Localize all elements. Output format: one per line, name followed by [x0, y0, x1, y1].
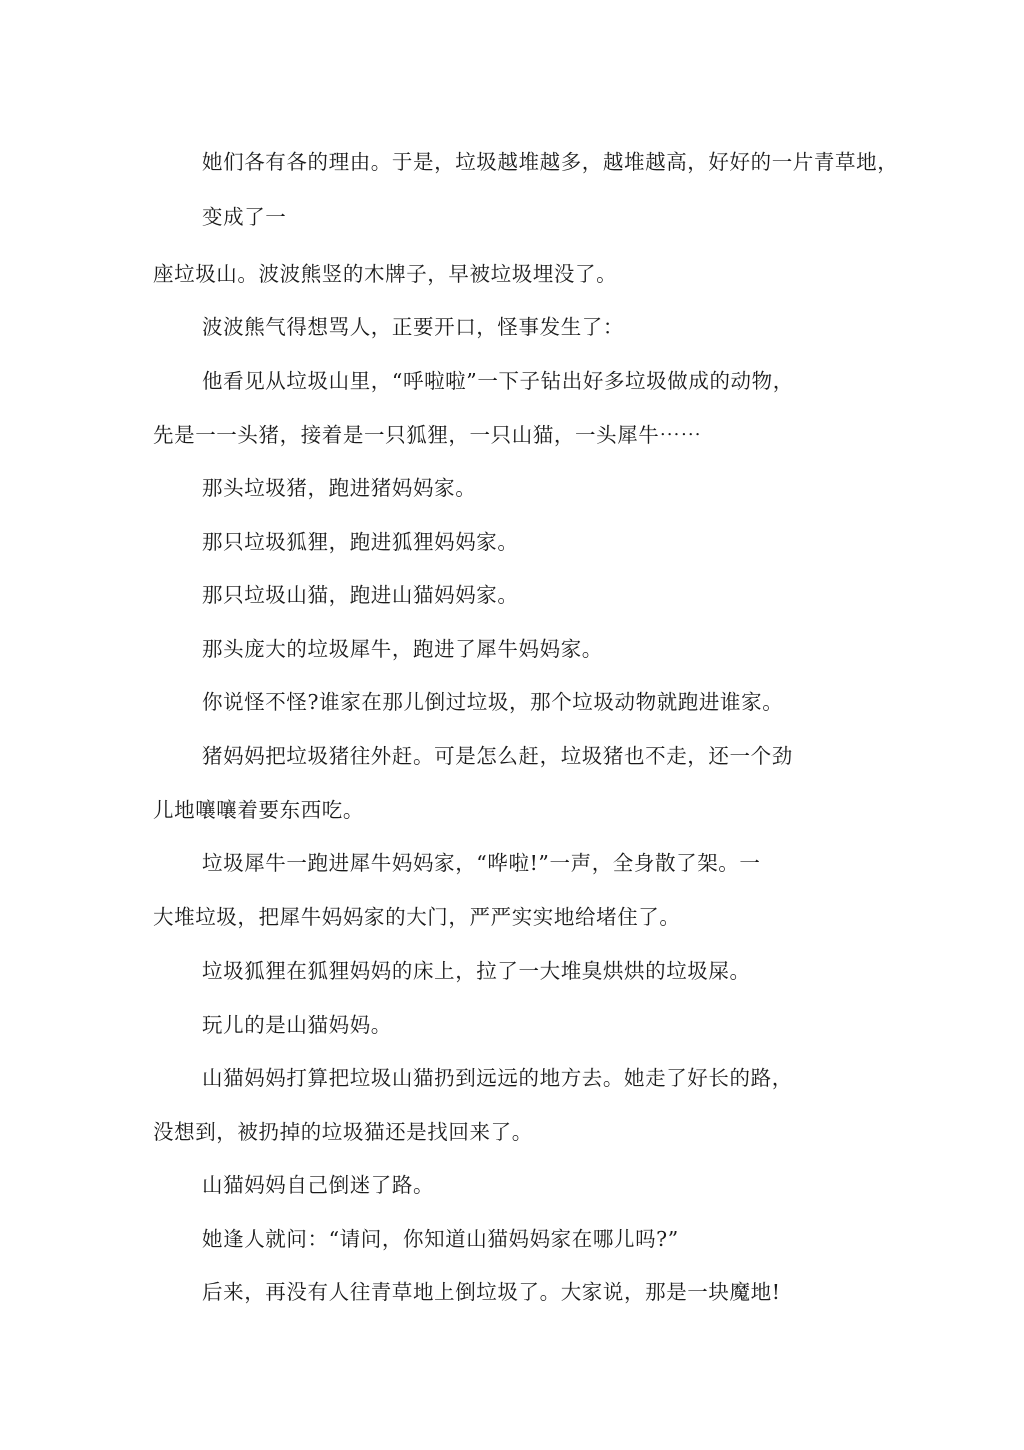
- text-line: 你说怪不怪?谁家在那儿倒过垃圾，那个垃圾动物就跑进谁家。: [202, 690, 784, 714]
- text-line: 猪妈妈把垃圾猪往外赶。可是怎么赶，垃圾猪也不走，还一个劲: [202, 744, 793, 768]
- text-line: 先是一一头猪，接着是一只狐狸，一只山猫，一头犀牛⋯⋯: [153, 423, 702, 447]
- text-line: 山猫妈妈自己倒迷了路。: [202, 1173, 435, 1197]
- text-line: 变成了一: [202, 205, 287, 229]
- text-line: 垃圾狐狸在狐狸妈妈的床上，拉了一大堆臭烘烘的垃圾屎。: [202, 959, 751, 983]
- text-line: 那只垃圾狐狸，跑进狐狸妈妈家。: [202, 530, 519, 554]
- text-line: 她逢人就问：“请问，你知道山猫妈妈家在哪儿吗?”: [202, 1227, 679, 1251]
- text-line: 那只垃圾山猫，跑进山猫妈妈家。: [202, 583, 519, 607]
- text-line: 没想到，被扔掉的垃圾猫还是找回来了。: [153, 1120, 533, 1144]
- text-line: 山猫妈妈打算把垃圾山猫扔到远远的地方去。她走了好长的路，: [202, 1066, 793, 1090]
- text-line: 后来，再没有人往青草地上倒垃圾了。大家说，那是一块魔地!: [202, 1280, 781, 1304]
- text-line: 玩儿的是山猫妈妈。: [202, 1013, 392, 1037]
- text-line: 那头垃圾猪，跑进猪妈妈家。: [202, 476, 477, 500]
- text-line: 大堆垃圾，把犀牛妈妈家的大门，严严实实地给堵住了。: [153, 905, 681, 929]
- text-line: 儿地嚷嚷着要东西吃。: [153, 798, 364, 822]
- text-line: 垃圾犀牛一跑进犀牛妈妈家，“哗啦!”一声，全身散了架。一: [202, 851, 761, 875]
- text-line: 她们各有各的理由。于是，垃圾越堆越多，越堆越高，好好的一片青草地，: [202, 150, 899, 174]
- text-line: 座垃圾山。波波熊竖的木牌子，早被垃圾埋没了。: [153, 262, 618, 286]
- text-line: 那头庞大的垃圾犀牛，跑进了犀牛妈妈家。: [202, 637, 603, 661]
- text-line: 波波熊气得想骂人，正要开口，怪事发生了：: [202, 315, 624, 339]
- text-line: 他看见从垃圾山里，“呼啦啦”一下子钻出好多垃圾做成的动物，: [202, 369, 794, 393]
